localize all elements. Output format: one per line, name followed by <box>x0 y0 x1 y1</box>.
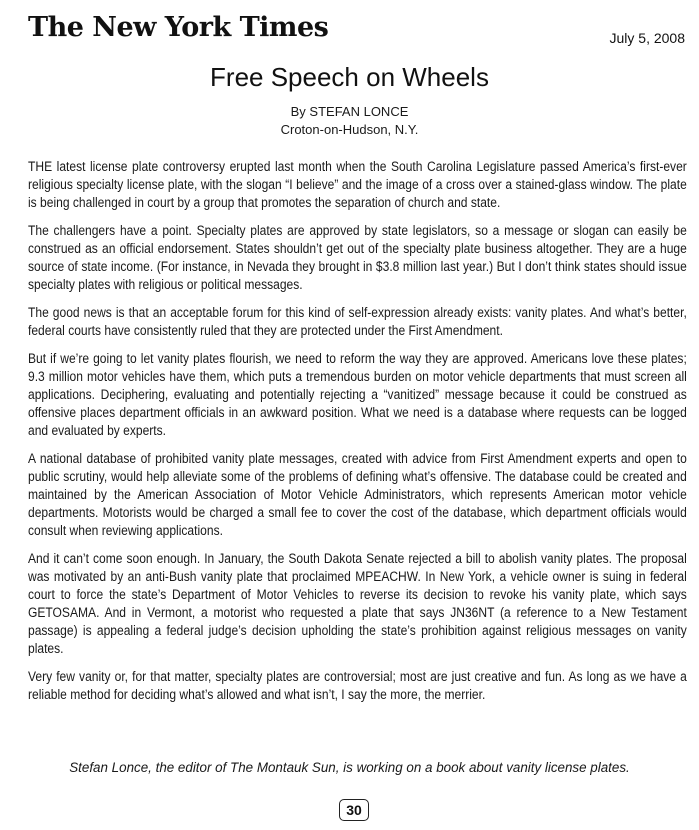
paragraph-5: A national database of prohibited vanity plate messages, created with advice from First Amendment experts and open to public scrutiny, would help alleviate some of the problems of defining what’s offensive. The database could be created and maintained by the American Association of Motor Vehicle Administrators, which represents American motor vehicle departments. Motorists would be charged a small fee to cover the cost of the database, which department officials would consult when reviewing applications. <box>28 451 687 538</box>
article-byline: By STEFAN LONCE <box>290 104 409 119</box>
author-location: Croton-on-Hudson, N.Y. <box>280 122 419 137</box>
article-title: Free Speech on Wheels <box>210 62 489 92</box>
page-number-badge: 30 <box>339 799 369 821</box>
masthead-logo: The New York Times <box>28 12 329 43</box>
paragraph-6: And it can’t come soon enough. In January, the South Dakota Senate rejected a bill to abolish vanity plates. The proposal was motivated by an anti-Bush vanity plate that proclaimed MPEACHW. In New York, a vehicle owner is suing in federal court to force the state’s Department of Motor Vehicles to reverse its decision to revoke his vanity plate, which says GETOSAMA. And in Vermont, a motorist who requested a plate that says JN36NT (a reference to a New Testament passage) is appealing a federal judge’s decision upholding the state’s prohibition against religious messages on vanity plates. <box>28 551 687 656</box>
paragraph-3: The good news is that an acceptable forum for this kind of self-expression already exists: vanity plates. And what’s better, federal courts have consistently ruled that they are protected under the First Amendment. <box>28 305 687 338</box>
paragraph-4: But if we’re going to let vanity plates flourish, we need to reform the way they are approved. Americans love these plates; 9.3 million motor vehicles have them, which puts a tremendous burden on motor vehicle departments that must screen all applications. Deciphering, evaluating and potentially rejecting a “vanitized” message because it could be construed as offensive places department officials in an awkward position. What we need is a database where requests can be logged and evaluated by experts. <box>28 351 687 438</box>
article-body <box>28 158 687 714</box>
publication-date: July 5, 2008 <box>609 30 685 46</box>
author-note: Stefan Lonce, the editor of The Montauk Sun, is working on a book about vanity license plates. <box>69 760 630 775</box>
paragraph-1: THE latest license plate controversy erupted last month when the South Carolina Legislature passed America’s first-ever religious specialty license plate, with the slogan “I believe” and the image of a cross over a stained-glass window. The plate is being challenged in court by a group that promotes the separation of church and state. <box>28 159 687 210</box>
paragraph-7: Very few vanity or, for that matter, specialty plates are controversial; most are just creative and fun. As long as we have a reliable method for deciding what’s allowed and what isn’t, I say the more, the merrier. <box>28 669 687 702</box>
paragraph-2: The challengers have a point. Specialty plates are approved by state legislators, so a message or slogan can easily be construed as an official endorsement. States shouldn’t get out of the specialty plate business altogether. They are a huge source of state income. (For instance, in Nevada they brought in $3.8 million last year.) But I don’t think states should issue specialty plates with religious or political messages. <box>28 223 687 292</box>
